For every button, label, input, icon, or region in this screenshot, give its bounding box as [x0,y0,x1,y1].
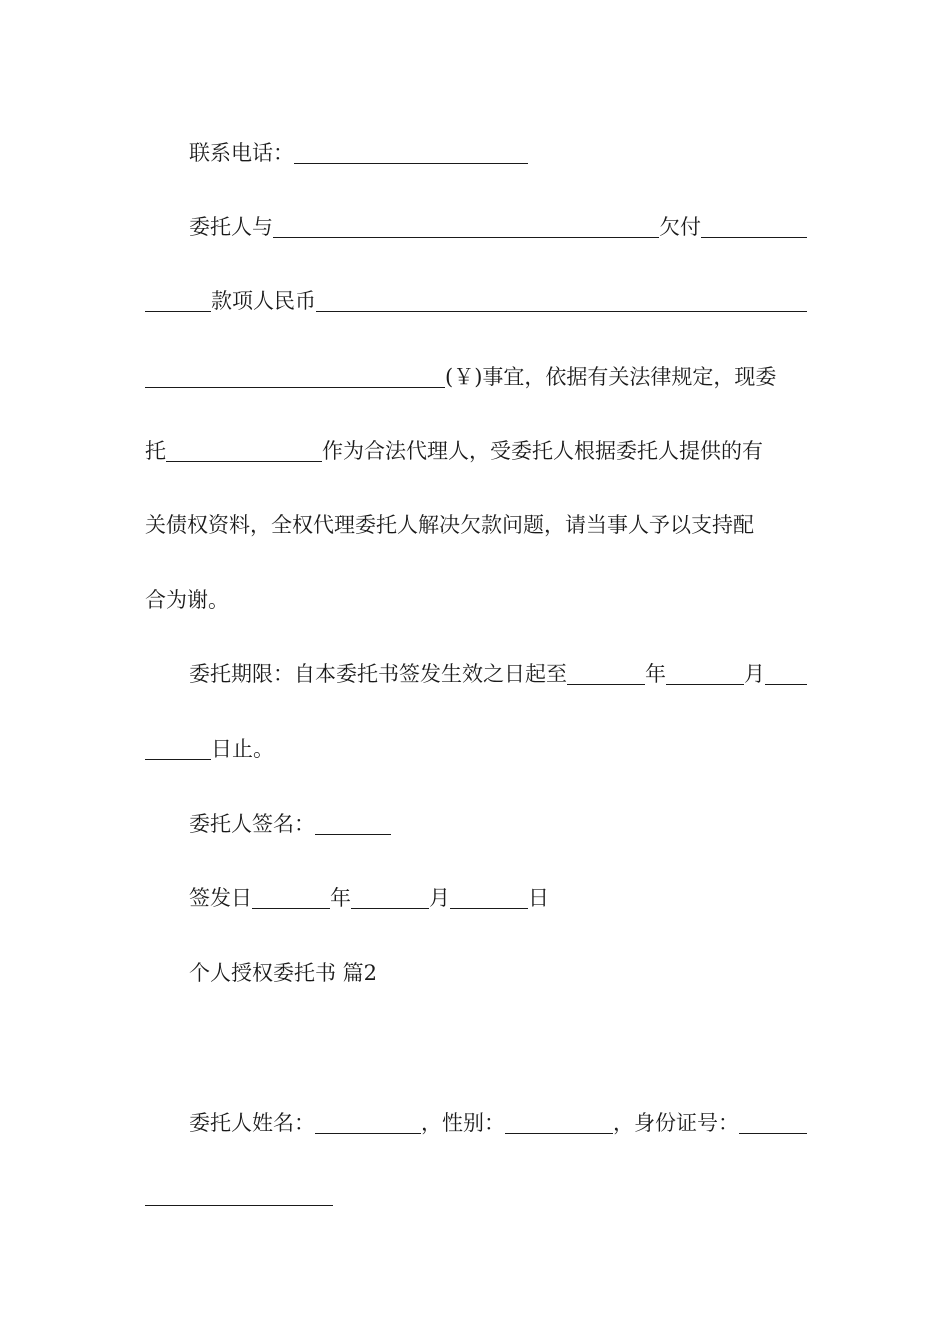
term-month-blank [666,661,744,685]
debt-line-5 [145,510,807,540]
principal-gender-label: ，性别： [421,1111,505,1135]
principal-info-line-2 [145,1182,807,1210]
term-text: 委托期限：自本委托书签发生效之日起至 [189,662,567,686]
section-title: 个人授权委托书 篇2 [189,961,378,985]
debt-text-3: 款项人民币 [211,289,316,313]
issue-month-label: 月 [429,886,450,910]
debt-line-1 [189,212,807,242]
principal-info-line [189,1108,807,1138]
contact-phone-label: 联系电话： [189,141,294,165]
term-year-blank [567,661,645,685]
signature-blank [315,811,391,835]
signature-label: 委托人签名： [189,812,315,836]
term-year-label: 年 [645,662,666,686]
term-end-text: 日止。 [211,737,274,761]
principal-id-label: ，身份证号： [613,1111,739,1135]
issue-day-blank [450,885,528,909]
principal-id-blank-b [145,1182,333,1206]
term-day-blank-a [765,661,807,685]
issue-month-blank [351,885,429,909]
debt-text-1: 委托人与 [189,215,273,239]
section-heading [189,958,807,988]
amount-rmb-blank [316,288,807,312]
debt-item-blank-a [701,214,807,238]
term-day-blank-b [145,736,211,760]
amount-yen-blank [145,364,445,388]
contact-phone-line [189,138,807,168]
term-line-1 [189,659,807,689]
issue-date-label: 签发日 [189,886,252,910]
debt-item-blank-b [145,288,211,312]
issue-date-line [189,883,807,913]
debt-text-2: 欠付 [659,215,701,239]
principal-name-label: 委托人姓名： [189,1111,315,1135]
debt-text-6: 作为合法代理人，受委托人根据委托人提供的有 [322,439,763,463]
principal-name-blank [315,1110,421,1134]
debt-text-8: 合为谢。 [145,588,229,612]
principal-gender-blank [505,1110,613,1134]
debtor-blank [273,214,659,238]
debt-line-3 [145,362,807,392]
principal-id-blank-a [739,1110,807,1134]
signature-line [189,809,807,839]
debt-text-5: 托 [145,439,166,463]
issue-year-label: 年 [330,886,351,910]
term-month-label: 月 [744,662,765,686]
contact-phone-blank [294,140,528,164]
term-line-2 [145,734,807,764]
debt-line-2 [145,286,807,316]
debt-text-4: (￥)事宜，依据有关法律规定，现委 [445,365,777,389]
agent-blank [166,438,322,462]
issue-year-blank [252,885,330,909]
debt-line-4 [145,436,807,466]
debt-line-6 [145,585,807,615]
issue-day-label: 日 [528,886,549,910]
debt-text-7: 关债权资料，全权代理委托人解决欠款问题，请当事人予以支持配 [145,513,754,537]
